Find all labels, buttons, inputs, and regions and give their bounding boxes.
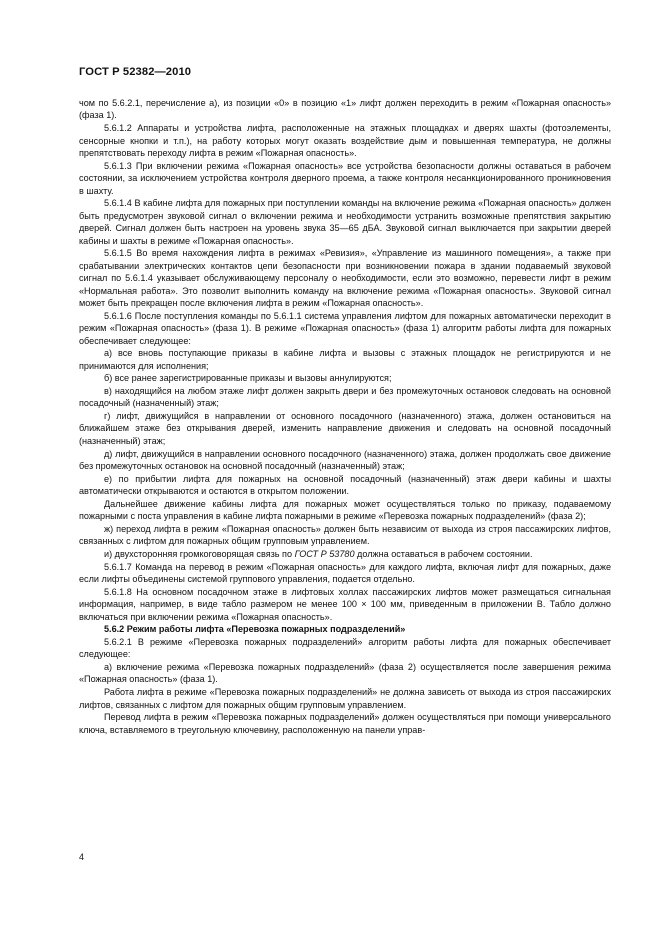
paragraph-5-6-1-3: 5.6.1.3 При включении режима «Пожарная опасность» все устройства безопасности должны оставаться в рабочем состоянии, за исключением устройства контроля дверного проема, а также контроля несанкционированного проникновения в шахту.	[79, 160, 611, 196]
section-heading-5-6-2: 5.6.2 Режим работы лифта «Перевозка пожарных подразделений»	[104, 624, 406, 635]
list-item-d: д) лифт, движущийся в направлении основного посадочного (назначенного) этажа, должен продолжать свое движение без промежуточных остановок на основной посадочный (назначенный) этаж;	[79, 448, 611, 472]
paragraph-key-switch: Перевод лифта в режим «Перевозка пожарных подразделений» должен осуществляться при помощи универсального ключа, вставляемого в треугольную ключевину, расположенную на панели управ-	[79, 712, 611, 735]
list-item-b: б) все ранее зарегистрированные приказы и вызовы аннулируются;	[104, 373, 392, 384]
paragraph-independent-operation: Работа лифта в режиме «Перевозка пожарных подразделений» не должна зависеть от выхода из строя пассажирских лифтов, связанных с лифтом для пожарных общим групповым управлением.	[79, 687, 611, 710]
list-item-a: а) все вновь поступающие приказы в кабине лифта и вызовы с этажных площадок не регистрируются и не принимаются для исполнения;	[79, 348, 611, 371]
list-item-i-after: должна оставаться в рабочем состоянии.	[354, 548, 533, 559]
list-item-v: в) находящийся на любом этаже лифт должен закрыть двери и без промежуточных остановок следовать на основной посадочный (назначенный) этаж;	[79, 385, 611, 409]
paragraph-further-movement: Дальнейшее движение кабины лифта для пожарных может осуществляться только по приказу, подаваемому пожарными с поста управления в кабине лифта пожарными в режиме «Перевозка пожарных подразделений» (фаза 2);	[79, 498, 611, 522]
list-item-i	[79, 548, 611, 560]
paragraph-5-6-1-6: 5.6.1.6 После поступления команды по 5.6.1.1 система управления лифтом для пожарных автоматически переходит в режим «Пожарная опасность» (фаза 1). В режиме «Пожарная опасность» (фаза 1) алгоритм работы лифта для пожарных обеспечивает следующее:	[79, 310, 611, 346]
paragraph-continuation: чом по 5.6.2.1, перечисление а), из позиции «0» в позицию «1» лифт должен переходить в режим «Пожарная опасность» (фаза 1).	[79, 98, 611, 121]
standard-header: ГОСТ Р 52382—2010	[79, 66, 192, 78]
document-body	[79, 97, 611, 736]
paragraph-5-6-1-2: 5.6.1.2 Аппараты и устройства лифта, расположенные на этажных площадках и дверях шахты (фотоэлементы, сенсорные кнопки и т.п.), на работу которых могут оказать воздействие дым и повышенная температура, не должны препятствовать переходу лифта в режим «Пожарная опасность».	[79, 123, 611, 158]
list-item-i-before: и) двухсторонняя громкоговорящая связь по	[104, 548, 295, 559]
list-item-g: г) лифт, движущийся в направлении от основного посадочного (назначенного) этажа, должен остановиться на ближайшем этаже без открывания дверей, изменить направление движения и следовать на основной посадочный (назначенный) этаж;	[79, 411, 611, 446]
paragraph-5-6-1-8: 5.6.1.8 На основном посадочном этаже в лифтовых холлах пассажирских лифтов может размещаться сигнальная информация, например, в виде табло размером не менее 100 × 100 мм, приведенным в приложении В. Табло должно включаться при включении режима «Пожарная опасность».	[79, 586, 611, 622]
paragraph-5-6-1-7: 5.6.1.7 Команда на перевод в режим «Пожарная опасность» для каждого лифта, включая лифт для пожарных, даже если лифты объединены системой группового управления, подается отдельно.	[79, 561, 611, 585]
page-number: 4	[79, 852, 85, 862]
list-item-a-phase2: а) включение режима «Перевозка пожарных подразделений» (фаза 2) осуществляется после завершения режима «Пожарная опасность» (фаза 1).	[79, 661, 611, 685]
list-item-zh: ж) переход лифта в режим «Пожарная опасность» должен быть независим от выхода из строя пассажирских лифтов, связанных с лифтом для пожарных общим групповым управлением.	[79, 523, 611, 547]
standard-reference-link[interactable]: ГОСТ Р 53780	[294, 548, 355, 559]
list-item-e: е) по прибытии лифта для пожарных на основной посадочный (назначенный) этаж двери кабины и шахты автоматически открываются и остаются в открытом положении.	[79, 473, 611, 497]
paragraph-5-6-2-1: 5.6.2.1 В режиме «Перевозка пожарных подразделений» алгоритм работы лифта для пожарных обеспечивает следующее:	[79, 636, 611, 660]
paragraph-5-6-1-4: 5.6.1.4 В кабине лифта для пожарных при поступлении команды на включение режима «Пожарная опасность» должен быть предусмотрен звуковой сигнал о включении режима и необходимости устранить возможные препятствия закрытию дверей. Сигнал должен быть настроен на уровень звука 35—65 дБА. Звуковой сигнал выключается при закрытии дверей кабины и шахты в режиме «Пожарная опасность».	[79, 198, 611, 246]
paragraph-5-6-1-5: 5.6.1.5 Во время нахождения лифта в режимах «Ревизия», «Управление из машинного помещения», а также при срабатывании электрических контактов цепи безопасности при возникновении пожара в здании подаваемый звуковой сигнал по 5.6.1.4 указывает обслуживающему персоналу о необходимости, если это возможно, перевести лифт в режим «Нормальная работа». Это позволит выполнить команду на включение режима «Пожарная опасность». Звуковой сигнал может быть прекращен после включения лифта в режим «Пожарная опасность».	[79, 248, 611, 308]
